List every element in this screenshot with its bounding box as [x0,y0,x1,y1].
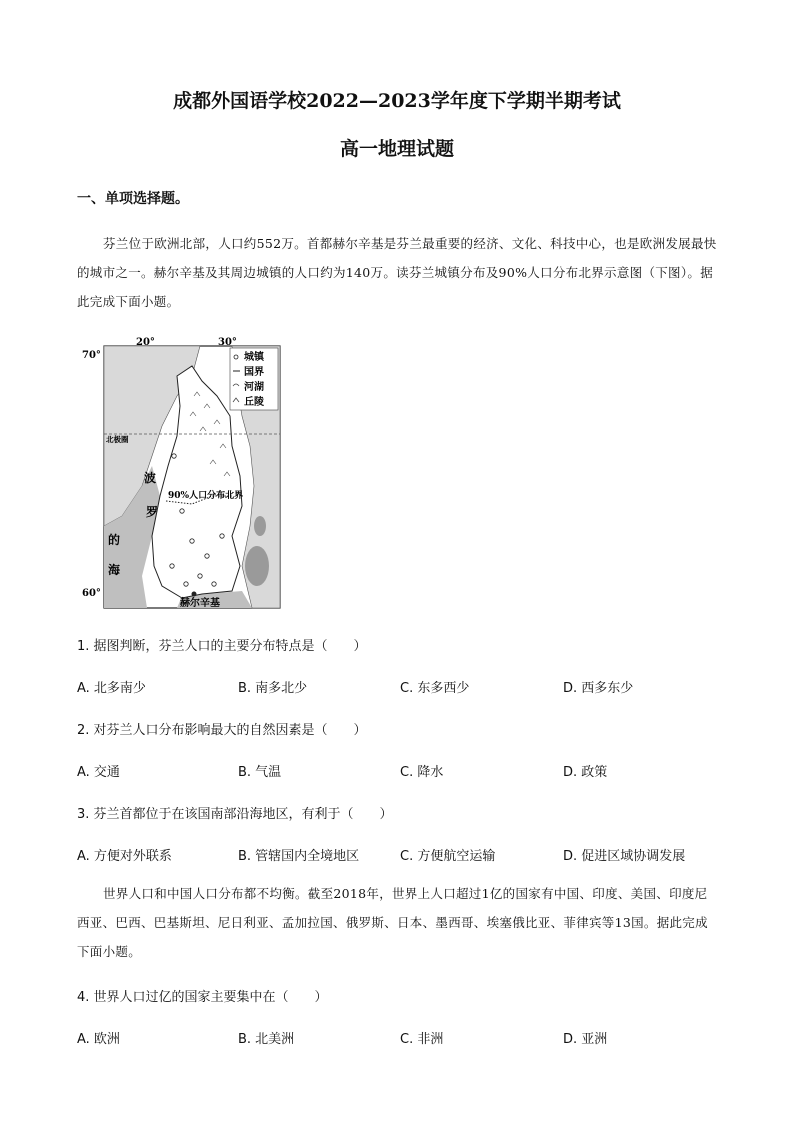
q4-option-a[interactable]: A. 欧洲 [77,1032,120,1047]
legend-border: 国界 [244,367,264,378]
question-3: 3. 芬兰首都位于在该国南部沿海地区，有利于（ ） [77,807,393,822]
legend-hill: 丘陵 [244,397,264,408]
q2-option-c[interactable]: C. 降水 [400,765,444,780]
q3-option-b[interactable]: B. 管辖国内全境地区 [238,849,360,864]
passage-finland-text: 芬兰位于欧洲北部，人口约552万。首都赫尔辛基是芬兰最重要的经济、文化、科技中心，也是欧洲发展最快的城市之一。赫尔辛基及其周边城镇的人口约为140万。读芬兰城镇分布及90%人口分布北界示意图（下图）。据此完成下面小题。 [77,236,717,309]
label-lon20: 20° [136,337,155,348]
label-arctic: 北极圈 [106,435,129,444]
legend-lake: 河湖 [244,382,264,393]
q1-option-d[interactable]: D. 西多东少 [563,681,634,696]
question-4: 4. 世界人口过亿的国家主要集中在（ ） [77,990,328,1005]
q2-option-a[interactable]: A. 交通 [77,765,120,780]
label-sea-4: 海 [108,563,121,577]
label-lon30: 30° [218,337,237,348]
label-sea-1: 波 [144,471,157,485]
exam-subtitle: 高一地理试题 [339,138,454,160]
legend-town: 城镇 [244,352,264,363]
q4-option-c[interactable]: C. 非洲 [400,1032,444,1047]
label-lat60: 60° [82,588,101,599]
q3-option-c[interactable]: C. 方便航空运输 [400,849,496,864]
q3-option-a[interactable]: A. 方便对外联系 [77,849,172,864]
passage-finland [77,229,717,316]
passage-world-text: 世界人口和中国人口分布都不均衡。截至2018年，世界上人口超过1亿的国家有中国、印度、美国、印度尼西亚、巴西、巴基斯坦、尼日利亚、孟加拉国、俄罗斯、日本、墨西哥、埃塞俄比亚、菲律宾等13国。据此完成下面小题。 [77,886,708,959]
q1-option-b[interactable]: B. 南多北少 [238,681,308,696]
label-90-line: 90%人口分布北界 [168,491,244,501]
finland-map [82,336,282,610]
q2-option-d[interactable]: D. 政策 [563,765,608,780]
question-1: 1. 据图判断，芬兰人口的主要分布特点是（ ） [77,639,367,654]
label-lat70: 70° [82,350,101,361]
section-heading: 一、单项选择题。 [77,191,189,207]
label-capital: 赫尔辛基 [180,598,220,609]
q3-option-d[interactable]: D. 促进区域协调发展 [563,849,686,864]
label-sea-2: 罗 [146,505,159,519]
q1-option-c[interactable]: C. 东多西少 [400,681,470,696]
q2-option-b[interactable]: B. 气温 [238,765,282,780]
q4-option-b[interactable]: B. 北美洲 [238,1032,295,1047]
question-2: 2. 对芬兰人口分布影响最大的自然因素是（ ） [77,723,367,738]
passage-world-population [77,879,717,966]
label-sea-3: 的 [108,533,121,547]
q4-option-d[interactable]: D. 亚洲 [563,1032,608,1047]
q1-option-a[interactable]: A. 北多南少 [77,681,146,696]
exam-title: 成都外国语学校2022—2023学年度下学期半期考试 [173,90,621,112]
